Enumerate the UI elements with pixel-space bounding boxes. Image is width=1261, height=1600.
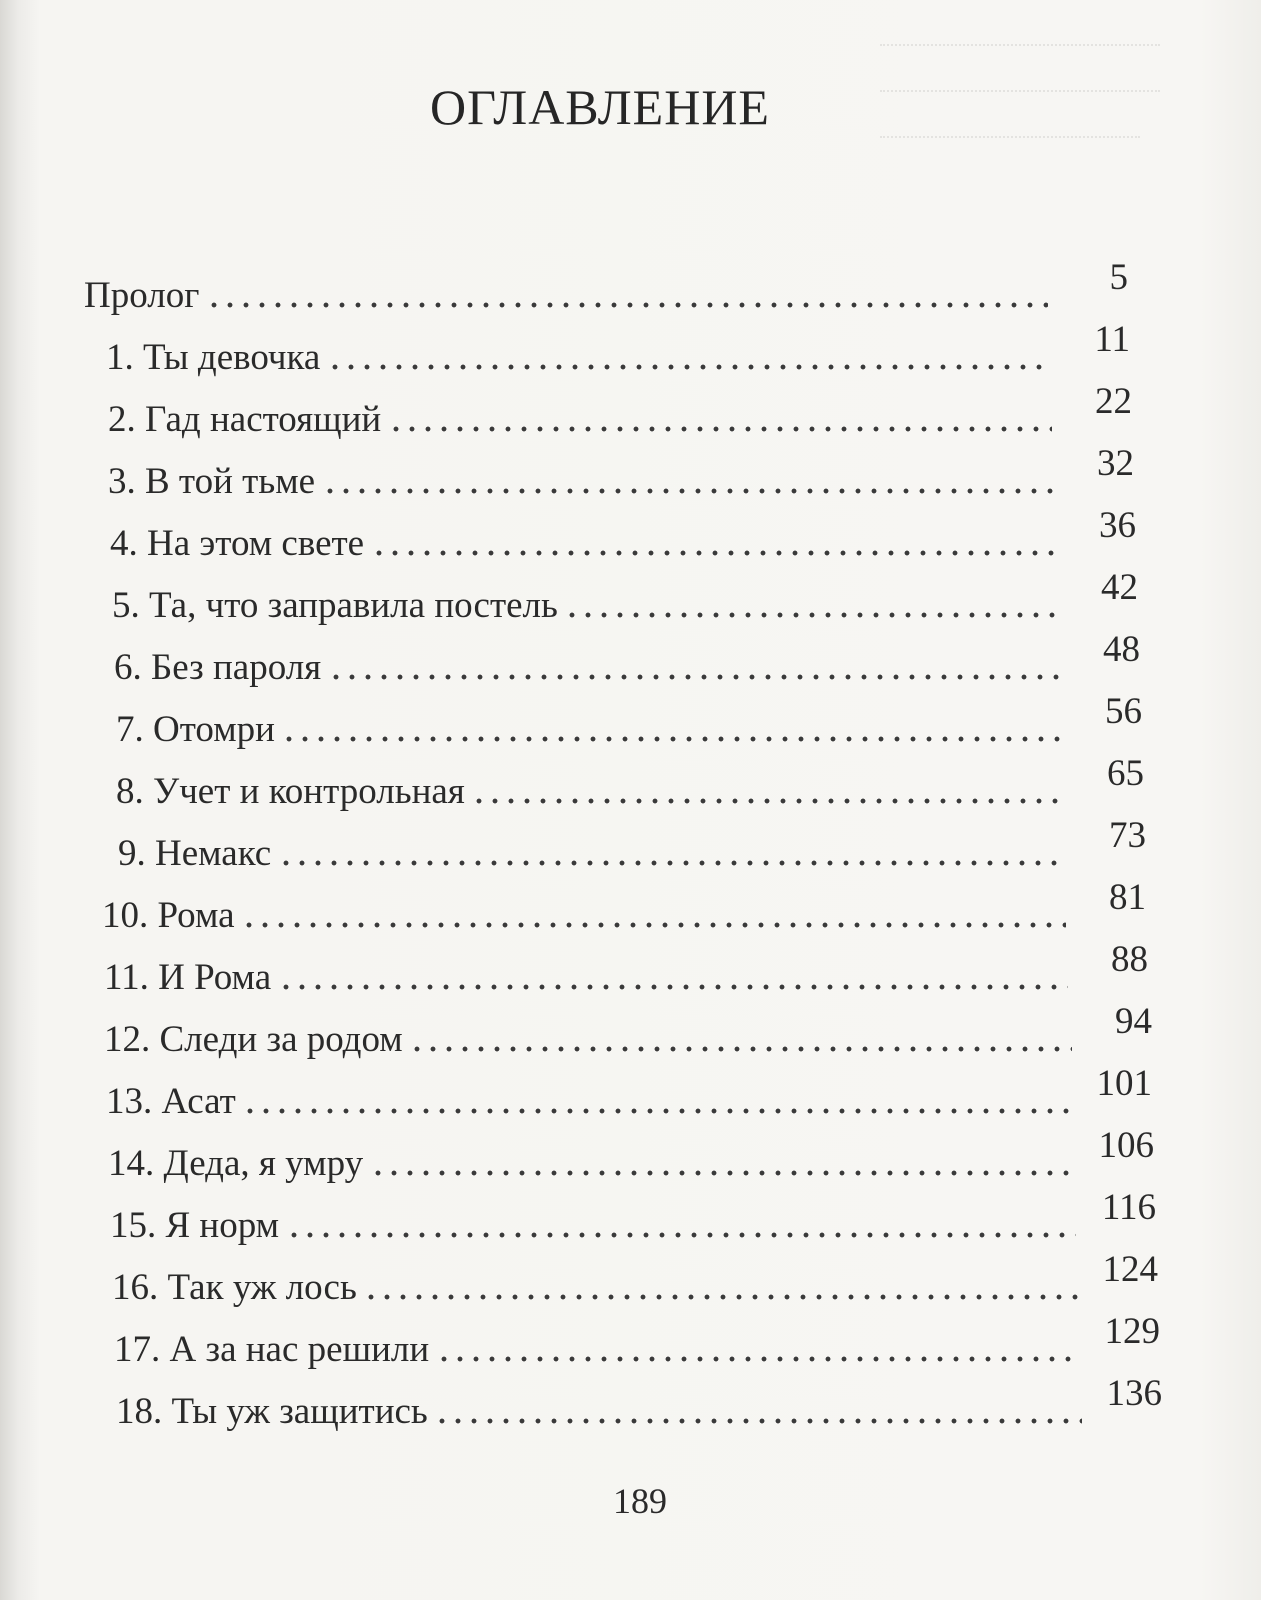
toc-entry-page: 136 xyxy=(1106,1373,1162,1414)
toc-entry-page: 94 xyxy=(1115,1001,1152,1042)
toc-entry-title: 10. Рома xyxy=(102,895,235,936)
toc-entry-page: 5 xyxy=(1109,257,1128,298)
dot-leader xyxy=(328,674,1060,680)
toc-entry xyxy=(106,1064,1152,1124)
toc-entry-title: 17. А за нас решили xyxy=(114,1329,430,1370)
dot-leader xyxy=(371,550,1056,556)
dot-leader xyxy=(388,426,1052,432)
toc-entry-page: 116 xyxy=(1101,1187,1156,1228)
toc-entry xyxy=(110,506,1136,566)
toc-entry-title: 18. Ты уж защитись xyxy=(116,1391,428,1432)
page-title: ОГЛАВЛЕНИЕ xyxy=(430,79,770,135)
dot-leader xyxy=(370,1170,1074,1176)
toc-entry-title: 16. Так уж лось xyxy=(112,1267,357,1308)
toc-entry-title: 1. Ты девочка xyxy=(106,337,321,378)
toc-entry-title: 11. И Рома xyxy=(104,957,272,998)
dot-leader xyxy=(436,1356,1080,1362)
dot-leader xyxy=(409,1046,1072,1052)
toc-entry-title: 3. В той тьме xyxy=(108,461,316,502)
toc-entry-title: 4. На этом свете xyxy=(110,523,365,564)
toc-entry-page: 56 xyxy=(1105,691,1142,732)
dot-leader xyxy=(278,860,1066,866)
dot-leader xyxy=(286,1232,1076,1238)
dot-leader xyxy=(322,488,1054,494)
toc-entry-page: 32 xyxy=(1097,443,1134,484)
toc-entry xyxy=(118,816,1146,876)
toc-entry xyxy=(108,382,1132,442)
toc-entry-title: 14. Деда, я умру xyxy=(108,1143,364,1184)
page-number: 189 xyxy=(613,1481,667,1521)
toc-entry-page: 81 xyxy=(1109,877,1146,918)
toc-entry-page: 22 xyxy=(1095,381,1132,422)
toc-entry-title: 2. Гад настоящий xyxy=(108,399,382,440)
toc-entry-page: 88 xyxy=(1111,939,1148,980)
toc-entry xyxy=(116,754,1144,814)
toc-entry-title: 5. Та, что заправила постель xyxy=(112,585,558,626)
toc-entry xyxy=(84,258,1128,318)
toc-entry xyxy=(116,692,1142,752)
toc-entry-title: Пролог xyxy=(84,275,200,316)
dot-leader xyxy=(278,984,1068,990)
toc-entry xyxy=(102,878,1146,938)
toc-entry xyxy=(104,940,1148,1000)
dot-leader xyxy=(363,1294,1078,1300)
toc-entry-title: 8. Учет и контрольная xyxy=(116,771,465,812)
toc-entry-title: 13. Асат xyxy=(106,1081,236,1122)
dot-leader xyxy=(242,1108,1072,1114)
toc-entry-page: 129 xyxy=(1104,1311,1160,1352)
dot-leader xyxy=(471,798,1064,804)
toc-entry-page: 101 xyxy=(1096,1063,1152,1104)
dot-leader xyxy=(281,736,1062,742)
toc-entry-page: 11 xyxy=(1094,319,1130,360)
toc-entry xyxy=(112,568,1138,628)
toc-entry-page: 42 xyxy=(1101,567,1138,608)
toc-entry xyxy=(104,1002,1152,1062)
toc-entry xyxy=(116,1374,1162,1434)
toc-entry xyxy=(114,630,1140,690)
toc-entry-page: 124 xyxy=(1102,1249,1158,1290)
toc-entry xyxy=(108,1126,1154,1186)
toc-entry xyxy=(108,444,1134,504)
dot-leader xyxy=(206,302,1048,308)
dot-leader xyxy=(434,1418,1082,1424)
toc-entry-title: 7. Отомри xyxy=(116,709,275,750)
toc-entry-page: 36 xyxy=(1099,505,1136,546)
toc-entry xyxy=(106,320,1130,380)
toc-entry-page: 106 xyxy=(1098,1125,1154,1166)
dot-leader xyxy=(564,612,1058,618)
toc-entry-page: 65 xyxy=(1107,753,1144,794)
toc-entry-title: 6. Без пароля xyxy=(114,647,322,688)
toc-entry-title: 9. Немакс xyxy=(118,833,272,874)
dot-leader xyxy=(241,922,1066,928)
toc-entry xyxy=(112,1250,1158,1310)
dot-leader xyxy=(327,364,1050,370)
toc-entry-page: 48 xyxy=(1103,629,1140,670)
toc-entry-title: 15. Я норм xyxy=(110,1205,280,1246)
toc-entry-page: 73 xyxy=(1109,815,1146,856)
toc-entry xyxy=(114,1312,1160,1372)
toc-entry-title: 12. Следи за родом xyxy=(104,1019,403,1060)
toc-entry xyxy=(110,1188,1156,1248)
